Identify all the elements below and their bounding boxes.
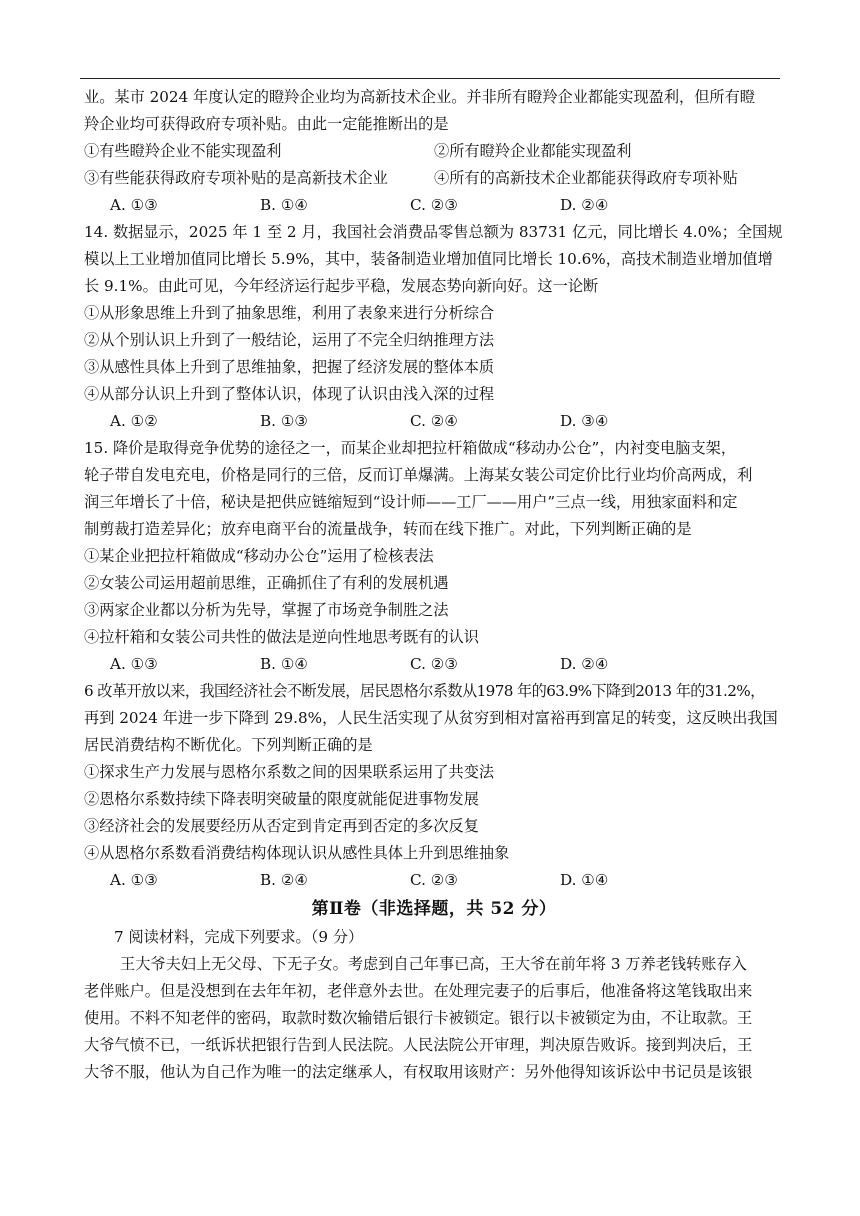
q14-option-a: A. ①② xyxy=(110,412,158,430)
q13-statement-1: ①有些瞪羚企业不能实现盈利 xyxy=(84,142,282,160)
q14-statement-3: ③从感性具体上升到了思维抽象，把握了经济发展的整体本质 xyxy=(84,358,495,376)
q14-options xyxy=(84,408,784,435)
q15-statement-3: ③两家企业都以分析为先导，掌握了市场竞争制胜之法 xyxy=(84,601,449,619)
q15-option-c: C. ②③ xyxy=(410,655,458,673)
q15-stem-line-3: 润三年增长了十倍，秘诀是把供应链缩短到“设计师——工厂——用户”三点一线，用独家面料和定 xyxy=(84,493,738,511)
q13-stem-line-1: 业。某市 2024 年度认定的瞪羚企业均为高新技术企业。并非所有瞪羚企业都能实现盈利，但所有瞪 xyxy=(84,88,755,106)
q15-statement-4: ④拉杆箱和女装公司共性的做法是逆向性地思考既有的认识 xyxy=(84,628,479,646)
q14-statement-4: ④从部分认识上升到了整体认识，体现了认识由浅入深的过程 xyxy=(84,385,495,403)
q13-option-c: C. ②③ xyxy=(410,196,458,214)
question-15 xyxy=(84,435,784,678)
q14-statement-2: ②从个别认识上升到了一般结论，运用了不完全归纳推理方法 xyxy=(84,331,495,349)
q14-option-b: B. ①③ xyxy=(260,412,309,430)
q17-material-line-3: 使用。不料不知老伴的密码，取款时数次输错后银行卡被锁定。银行以卡被锁定为由，不让取款。王 xyxy=(84,1009,753,1027)
q16-option-b: B. ②④ xyxy=(260,871,309,889)
q16-statement-2: ②恩格尔系数持续下降表明突破量的限度就能促进事物发展 xyxy=(84,790,479,808)
q17-heading: 7 阅读材料，完成下列要求。（9 分） xyxy=(114,928,364,946)
q14-option-c: C. ②④ xyxy=(410,412,458,430)
exam-page xyxy=(84,84,784,1086)
q15-stem-line-4: 制剪裁打造差异化；放弃电商平台的流量战争，转而在线下推广。对此，下列判断正确的是 xyxy=(84,520,692,538)
q13-option-a: A. ①③ xyxy=(110,196,158,214)
q14-option-d: D. ③④ xyxy=(560,412,609,430)
q13-statement-2: ②所有瞪羚企业都能实现盈利 xyxy=(434,142,632,160)
q13-options xyxy=(84,192,784,219)
q17-material xyxy=(84,951,784,1086)
q15-statement-1: ①某企业把拉杆箱做成“移动办公仓”运用了检核表法 xyxy=(84,547,434,565)
q16-stem-line-2: 再到 2024 年进一步下降到 29.8%，人民生活实现了从贫穷到相对富裕再到富足的转变，这反映出我国 xyxy=(84,709,778,727)
q14-stem-line-3: 长 9.1%。由此可见，今年经济运行起步平稳，发展态势向新向好。这一论断 xyxy=(84,277,599,295)
q15-option-a: A. ①③ xyxy=(110,655,158,673)
q13-option-d: D. ②④ xyxy=(560,196,609,214)
q15-option-b: B. ①④ xyxy=(260,655,309,673)
q16-stem-line-3: 居民消费结构不断优化。下列判断正确的是 xyxy=(84,736,373,754)
q13-statement-row-2 xyxy=(84,165,784,192)
q15-statement-2: ②女装公司运用超前思维，正确抓住了有利的发展机遇 xyxy=(84,574,449,592)
q16-statement-3: ③经济社会的发展要经历从否定到肯定再到否定的多次反复 xyxy=(84,817,479,835)
q16-option-c: C. ②③ xyxy=(410,871,458,889)
q17-material-line-4: 大爷气愤不已，一纸诉状把银行告到人民法院。人民法院公开审理，判决原告败诉。接到判决后，王 xyxy=(84,1036,753,1054)
question-17 xyxy=(84,924,784,1086)
q16-option-d: D. ①④ xyxy=(560,871,609,889)
q14-stem-line-1: 14. 数据显示，2025 年 1 至 2 月，我国社会消费品零售总额为 83731 亿元，同比增长 4.0%；全国规 xyxy=(84,223,783,241)
section-2-title: 第Ⅱ卷（非选择题，共 52 分） xyxy=(311,899,557,919)
q16-stem-line-1: 6 改革开放以来，我国经济社会不断发展，居民恩格尔系数从1978 年的63.9%下降到2013 年的31.2%， xyxy=(84,682,765,700)
q16-statement-1: ①探求生产力发展与恩格尔系数之间的因果联系运用了共变法 xyxy=(84,763,495,781)
q15-options xyxy=(84,651,784,678)
q15-stem-line-1: 15. 降价是取得竞争优势的途径之一，而某企业却把拉杆箱做成“移动办公仓”，内衬变电脑支架， xyxy=(84,439,737,457)
q13-option-b: B. ①④ xyxy=(260,196,309,214)
question-14 xyxy=(84,219,784,435)
header-rule xyxy=(80,78,780,79)
q15-stem-line-2: 轮子带自发电充电，价格是同行的三倍，反而订单爆满。上海某女装公司定价比行业均价高两成，利 xyxy=(84,466,753,484)
q13-statement-3: ③有些能获得政府专项补贴的是高新技术企业 xyxy=(84,169,388,187)
question-13 xyxy=(84,84,784,219)
q16-options xyxy=(84,867,784,894)
q17-material-line-5: 大爷不服，他认为自己作为唯一的法定继承人，有权取用该财产：另外他得知该诉讼中书记员是该银 xyxy=(84,1063,753,1081)
q13-stem-line-2: 羚企业均可获得政府专项补贴。由此一定能推断出的是 xyxy=(84,115,449,133)
q17-material-line-2: 老伴账户。但是没想到在去年年初，老伴意外去世。在处理完妻子的后事后，他准备将这笔钱取出来 xyxy=(84,982,753,1000)
q17-material-line-1: 王大爷夫妇上无父母、下无子女。考虑到自己年事已高，王大爷在前年将 3 万养老钱转账存入 xyxy=(120,955,747,973)
q16-statement-4: ④从恩格尔系数看消费结构体现认识从感性具体上升到思维抽象 xyxy=(84,844,510,862)
question-16 xyxy=(84,678,784,894)
q15-option-d: D. ②④ xyxy=(560,655,609,673)
q16-option-a: A. ①③ xyxy=(110,871,158,889)
q14-stem-line-2: 模以上工业增加值同比增长 5.9%，其中，装备制造业增加值同比增长 10.6%，高技术制造业增加值增 xyxy=(84,250,773,268)
q13-statement-4: ④所有的高新技术企业都能获得政府专项补贴 xyxy=(434,169,738,187)
q13-statement-row-1 xyxy=(84,138,784,165)
q14-statement-1: ①从形象思维上升到了抽象思维，利用了表象来进行分析综合 xyxy=(84,304,495,322)
